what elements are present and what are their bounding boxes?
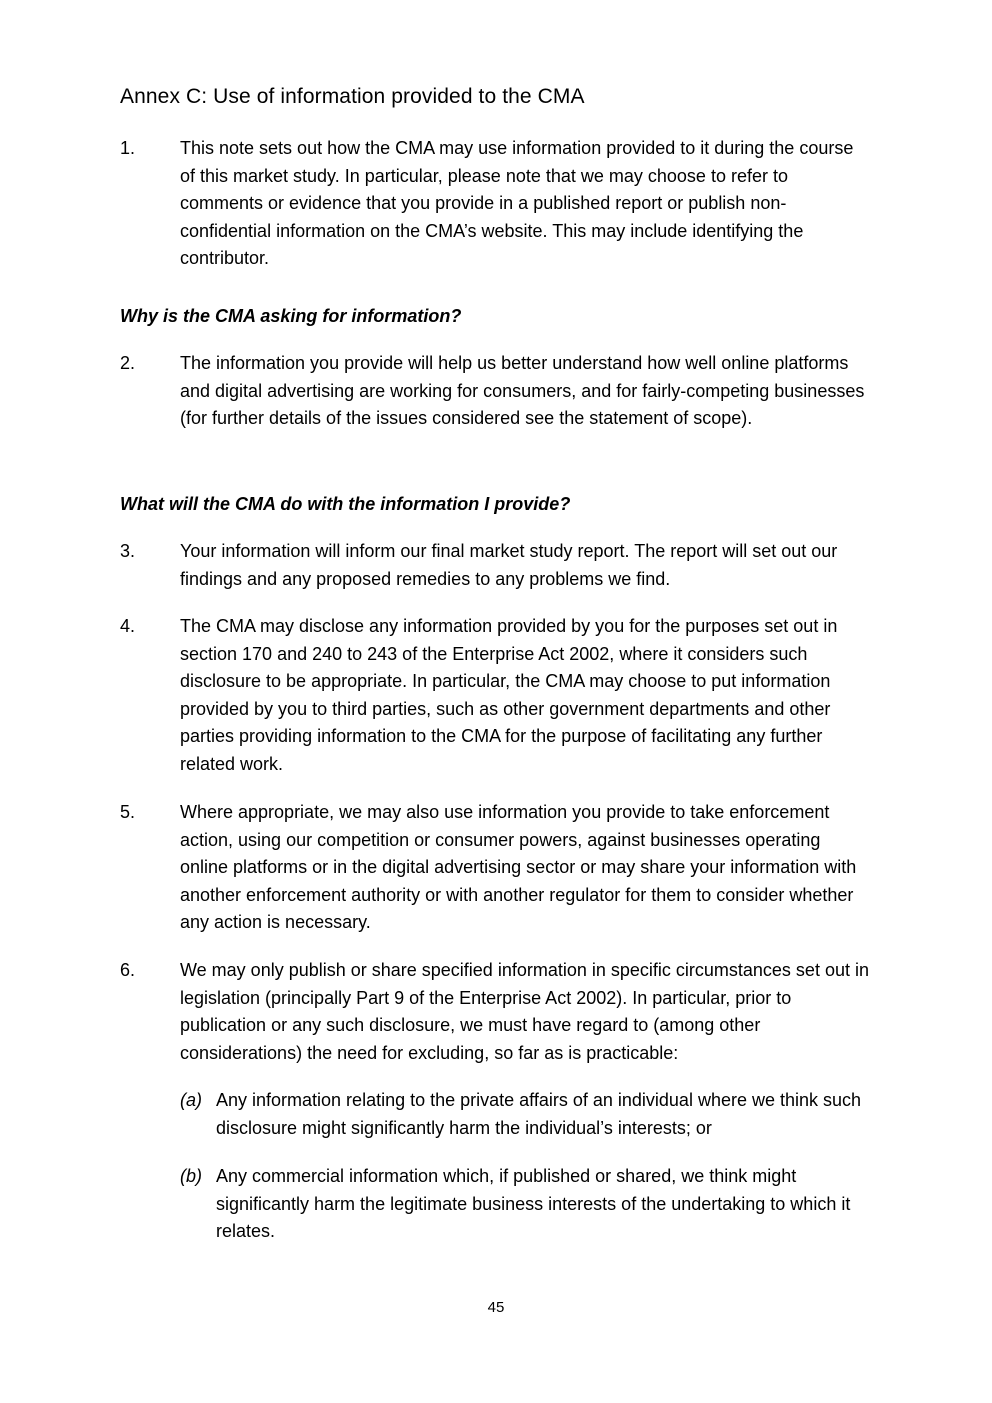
sub-item-letter: (a) [180,1090,202,1110]
paragraph-text: We may only publish or share specified information in specific circumstances set out in legislation (principally Part 9 of the Enterprise Act 2002). In particular, prior to publication or any such disclosure, we must have regard to (among other considerations) the need for excluding, so far as is practicable: [180,960,869,1063]
paragraph-text: The information you provide will help us better understand how well online platforms and digital advertising are working for consumers, and for fairly-competing businesses (for further details of the issues considered see the statement of scope). [180,353,865,429]
paragraph-5 [120,799,870,937]
paragraph-number: 1. [120,138,136,158]
sub-item-a [180,1087,870,1142]
paragraph-number: 4. [120,616,136,636]
paragraph-2 [120,350,870,433]
sub-item-letter: (b) [180,1166,202,1186]
paragraph-text: This note sets out how the CMA may use information provided to it during the course of this market study. In particular, please note that we may choose to refer to comments or evidence that you provide in a published report or publish non-confidential information on the CMA’s website. This may include identifying the contributor. [180,138,854,269]
paragraph-3 [120,538,870,593]
paragraph-1 [120,135,870,273]
paragraph-6 [120,957,870,1067]
subheading-what: What will the CMA do with the information I provide? [120,494,571,514]
paragraph-text: Where appropriate, we may also use information you provide to take enforcement action, using our competition or consumer powers, against businesses operating online platforms or in the digital advertising sector or may share your information with another enforcement authority or with another regulator for them to consider whether any action is necessary. [180,802,857,933]
paragraph-number: 2. [120,353,136,373]
paragraph-text: Your information will inform our final market study report. The report will set out our findings and any proposed remedies to any problems we find. [180,541,838,589]
paragraph-text: The CMA may disclose any information provided by you for the purposes set out in section 170 and 240 to 243 of the Enterprise Act 2002, where it considers such disclosure to be appropriate. In particular, the CMA may choose to put information provided by you to third parties, such as other government departments and other parties providing information to the CMA for the purpose of facilitating any further related work. [180,616,838,774]
paragraph-number: 6. [120,960,136,980]
page-title: Annex C: Use of information provided to the CMA [120,85,585,108]
sub-item-text: Any commercial information which, if published or shared, we think might significantly harm the legitimate business interests of the undertaking to which it relates. [216,1166,851,1242]
paragraph-number: 3. [120,541,136,561]
sub-item-b [180,1163,870,1246]
paragraph-4 [120,613,870,779]
page-number: 45 [487,1299,505,1316]
subheading-why: Why is the CMA asking for information? [120,306,462,326]
paragraph-number: 5. [120,802,136,822]
sub-item-text: Any information relating to the private affairs of an individual where we think such disclosure might significantly harm the individual’s interests; or [216,1090,862,1138]
